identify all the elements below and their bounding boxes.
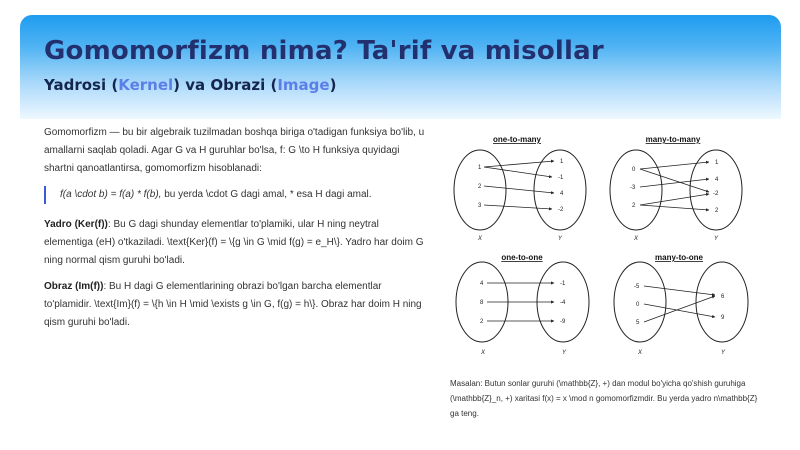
subtitle-image: Image — [277, 76, 330, 94]
node-label: 5 — [636, 320, 640, 326]
axis-y-label: Y — [714, 236, 719, 242]
node-label: 9 — [721, 315, 725, 321]
kernel-term: Yadro (Ker(f)) — [44, 219, 108, 230]
node-label: 2 — [480, 319, 484, 325]
mapping-diagrams-figure — [450, 122, 760, 374]
node-label: 2 — [715, 208, 719, 214]
intro-paragraph: Gomomorfizm — bu bir algebraik tuzilmadan boshqa biriga o'tadigan funksiya bo'lib, u amallarni saqlab qoladi. Agar G va H guruhlar bo'lsa, f: G \to H funksiya quyidagi shartni qanoatlantirsa, gomomorfizm hisoblanadi: — [44, 127, 425, 174]
node-label: 1 — [560, 159, 564, 165]
page-subtitle — [44, 76, 336, 94]
diagram-title-many-to-many: many-to-many — [645, 135, 701, 144]
subtitle-kernel: Kernel — [118, 76, 174, 94]
page-title: Gomomorfizm nima? Ta'rif va misollar — [44, 36, 604, 66]
diagram-title-one-to-many: one-to-many — [493, 135, 541, 144]
kernel-text: : Bu G dagi shunday elementlar to'plamiki, ular H ning neytral elementiga (eH) o'tkaziladi. \text{Ker}(f) = \{g \in G \mid f(g) = e_H\}. Yadro har doim G ning normal qism guruhi bo'ladi. — [44, 219, 424, 266]
axis-y-label: Y — [562, 350, 567, 356]
node-label: 2 — [478, 184, 482, 190]
diagram-title-one-to-one: one-to-one — [501, 253, 543, 262]
node-label: 4 — [560, 191, 564, 197]
diagram-one-to-many — [454, 135, 586, 242]
node-label: 6 — [721, 294, 725, 300]
image-text: : Bu H dagi G elementlarining obrazi bo'lgan barcha elementlar to'plamidir. \text{Im}(f) = \{h \in H \mid \exists g \in G, f(g) = h\}. Obraz har doim H ning qism guruhi bo'ladi. — [44, 281, 422, 328]
node-label: 1 — [715, 160, 719, 166]
node-label: 2 — [632, 203, 636, 209]
mapping-arrow — [640, 162, 709, 169]
mapping-arrow — [640, 205, 709, 210]
mapping-arrow — [484, 161, 554, 167]
node-label: -2 — [713, 191, 719, 197]
mapping-arrow — [644, 296, 715, 322]
node-label: 1 — [478, 165, 482, 171]
node-label: 4 — [715, 177, 719, 183]
ellipse-y-4 — [696, 262, 748, 342]
header-banner — [20, 15, 781, 119]
image-paragraph — [44, 278, 428, 332]
mapping-arrow — [484, 205, 552, 209]
subtitle-part2: ) va Obrazi ( — [173, 76, 278, 94]
ellipse-x-2 — [610, 150, 662, 230]
node-label: 3 — [478, 203, 482, 209]
diagram-many-to-one — [614, 253, 748, 356]
formula-quote — [44, 186, 428, 204]
formula-rest: bu yerda \cdot G dagi amal, * esa H dagi amal. — [161, 189, 372, 200]
node-label: -5 — [634, 284, 640, 290]
node-label: -2 — [558, 207, 564, 213]
node-label: -4 — [560, 300, 566, 306]
subtitle-part1: Yadrosi ( — [44, 76, 119, 94]
subtitle-part3: ) — [329, 76, 337, 94]
mapping-arrow — [644, 286, 715, 295]
axis-x-label: X — [634, 236, 639, 242]
mapping-arrow — [640, 194, 709, 205]
mapping-arrow — [484, 186, 554, 193]
node-label: 4 — [480, 281, 484, 287]
node-label: 8 — [480, 300, 484, 306]
formula: f(a \cdot b) = f(a) * f(b), — [60, 189, 162, 200]
axis-x-label: X — [481, 350, 486, 356]
axis-y-label: Y — [558, 236, 563, 242]
node-label: -1 — [560, 281, 566, 287]
mapping-arrow — [484, 167, 552, 177]
ellipse-x-4 — [614, 262, 666, 342]
axis-x-label: X — [638, 350, 643, 356]
ellipse-x-1 — [454, 150, 506, 230]
axis-y-label: Y — [721, 350, 726, 356]
image-term: Obraz (Im(f)) — [44, 281, 104, 292]
node-label: 0 — [636, 302, 640, 308]
node-label: -1 — [558, 175, 564, 181]
axis-x-label: X — [478, 236, 483, 242]
content-text — [44, 124, 428, 340]
node-label: 0 — [632, 167, 636, 173]
diagram-title-many-to-one: many-to-one — [655, 253, 703, 262]
diagram-one-to-one — [456, 253, 589, 356]
mapping-arrow — [644, 304, 715, 317]
figure-caption: Masalan: Butun sonlar guruhi (\mathbb{Z}, +) dan modul bo'yicha qo'shish guruhiga (\mathbb{Z}_n, +) xaritasi f(x) = x \mod n gomomorfizmdir. Bu yerda yadro n\mathbb{Z} ga teng. — [450, 379, 758, 418]
node-label: -3 — [630, 185, 636, 191]
diagram-many-to-many — [610, 135, 742, 242]
kernel-paragraph — [44, 216, 428, 270]
node-label: -9 — [560, 319, 566, 325]
